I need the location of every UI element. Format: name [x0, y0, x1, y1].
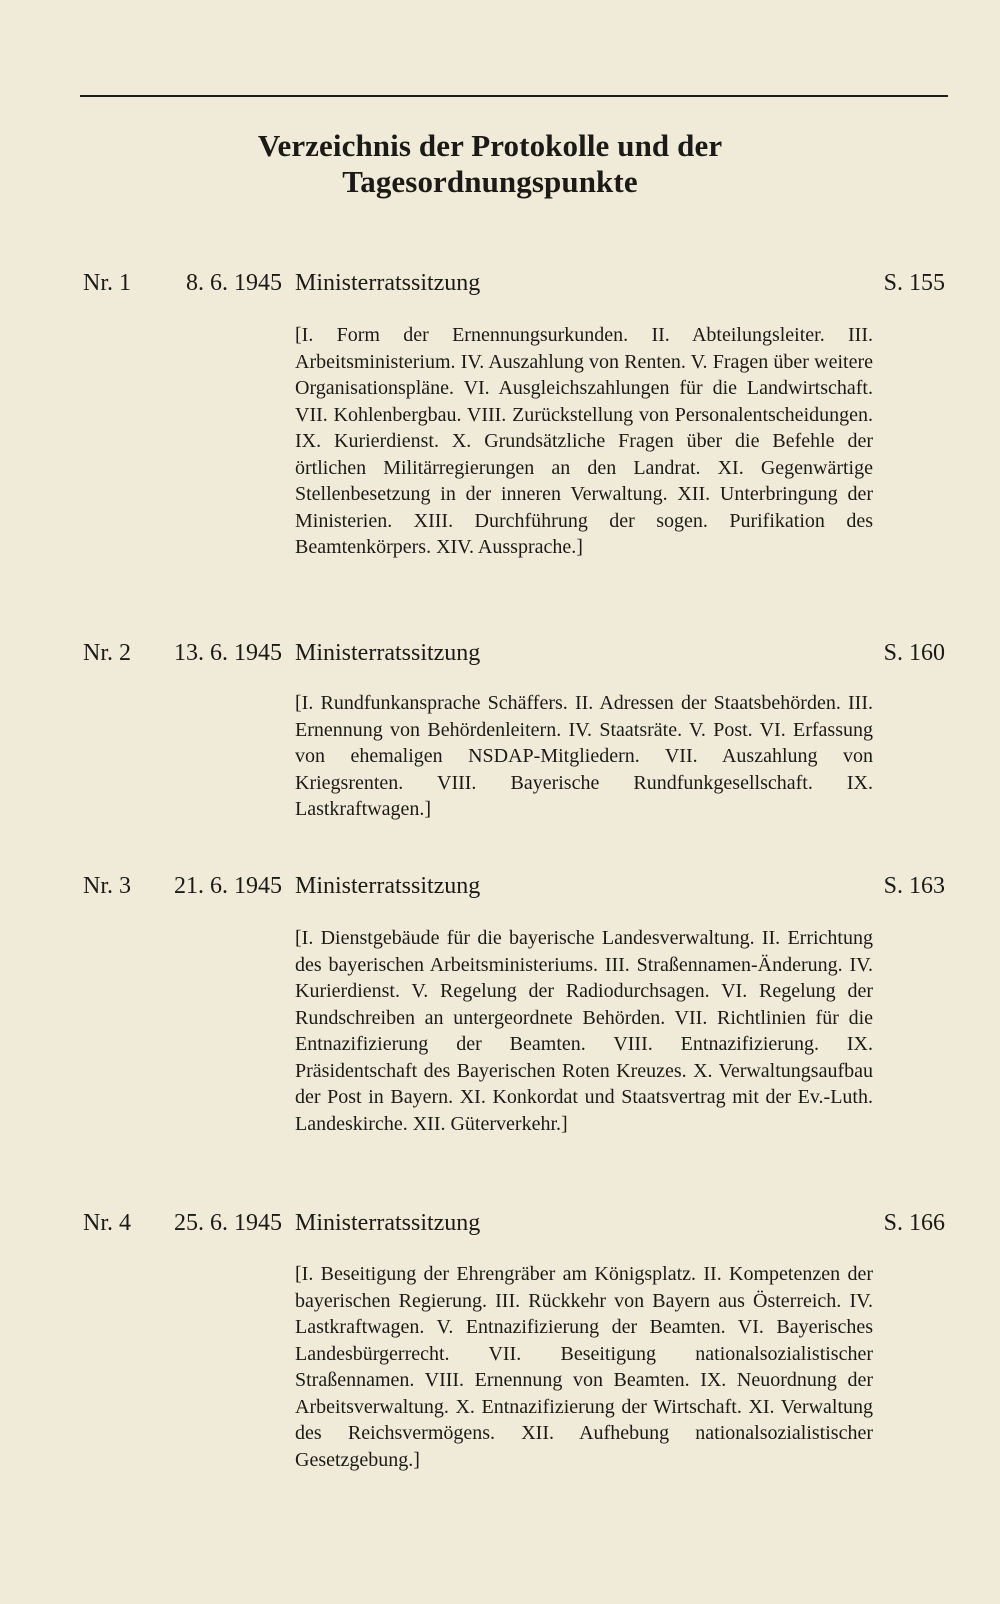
entry-date: 8. 6. 1945	[186, 270, 282, 296]
entry-page-ref: S. 166	[883, 1210, 945, 1236]
page-title: Verzeichnis der Protokolle und der Tagesordnungspunkte	[257, 128, 723, 199]
entry-number: Nr. 4	[83, 1210, 131, 1236]
entry-page-ref: S. 160	[883, 640, 945, 666]
entry-header	[0, 873, 1000, 907]
entry-kind: Ministerratssitzung	[295, 1210, 481, 1236]
entry-kind: Ministerratssitzung	[295, 270, 481, 296]
entry-topics: [I. Beseitigung der Ehrengräber am Königsplatz. II. Kompetenzen der bayerischen Regierung. III. Rückkehr von Bayern aus Österreich. IV. Lastkraftwagen. V. Entnazifizierung der Beamten. VI. Bayerisches Landesbürgerrecht. VII. Beseitigung nationalsozialistischer Straßennamen. VIII. Ernennung von Beamten. IX. Neuordnung der Arbeitsverwaltung. X. Entnazifizierung der Wirtschaft. XI. Verwaltung des Reichsvermögens. XII. Aufhebung nationalsozialistischer Gesetzgebung.]	[295, 1263, 873, 1471]
entry-kind: Ministerratssitzung	[295, 640, 481, 666]
entry-topics: [I. Form der Ernennungsurkunden. II. Abteilungsleiter. III. Arbeitsministerium. IV. Auszahlung von Renten. V. Fragen über weitere Organisationspläne. VI. Ausgleichszahlungen für die Landwirtschaft. VII. Kohlenbergbau. VIII. Zurückstellung von Personalentscheidungen. IX. Kurierdienst. X. Grundsätzliche Fragen über die Befehle der örtlichen Militärregierungen an den Landrat. XI. Gegenwärtige Stellenbesetzung in der inneren Verwaltung. XII. Unterbringung der Ministerien. XIII. Durchführung der sogen. Purifikation des Beamtenkörpers. XIV. Aussprache.]	[295, 324, 873, 558]
entry-header	[0, 1210, 1000, 1244]
entry-number: Nr. 1	[83, 270, 131, 296]
entry-number: Nr. 3	[83, 873, 131, 899]
entry-kind: Ministerratssitzung	[295, 873, 481, 899]
entry-header	[0, 640, 1000, 674]
entry-date: 25. 6. 1945	[174, 1210, 282, 1236]
entry-page-ref: S. 163	[883, 873, 945, 899]
entry-topics: [I. Rundfunkansprache Schäffers. II. Adressen der Staatsbehörden. III. Ernennung von Behördenleitern. IV. Staatsräte. V. Post. VI. Erfassung von ehemaligen NSDAP-Mitgliedern. VII. Auszahlung von Kriegsrenten. VIII. Bayerische Rundfunkgesellschaft. IX. Lastkraftwagen.]	[295, 692, 873, 820]
entry-topics: [I. Dienstgebäude für die bayerische Landesverwaltung. II. Errichtung des bayerischen Arbeitsministeriums. III. Straßennamen-Änderung. IV. Kurierdienst. V. Regelung der Radiodurchsagen. VI. Regelung der Rundschreiben an untergeordnete Behörden. VII. Richtlinien für die Entnazifizierung der Beamten. VIII. Entnazifizierung. IX. Präsidentschaft des Bayerischen Roten Kreuzes. X. Verwaltungsaufbau der Post in Bayern. XI. Konkordat und Staatsvertrag mit der Ev.-Luth. Landeskirche. XII. Güterverkehr.]	[295, 927, 873, 1135]
entry-number: Nr. 2	[83, 640, 131, 666]
entry-page-ref: S. 155	[883, 270, 945, 296]
entry-date: 13. 6. 1945	[174, 640, 282, 666]
entry-header	[0, 270, 1000, 304]
entry-date: 21. 6. 1945	[174, 873, 282, 899]
header-rule	[80, 95, 948, 97]
